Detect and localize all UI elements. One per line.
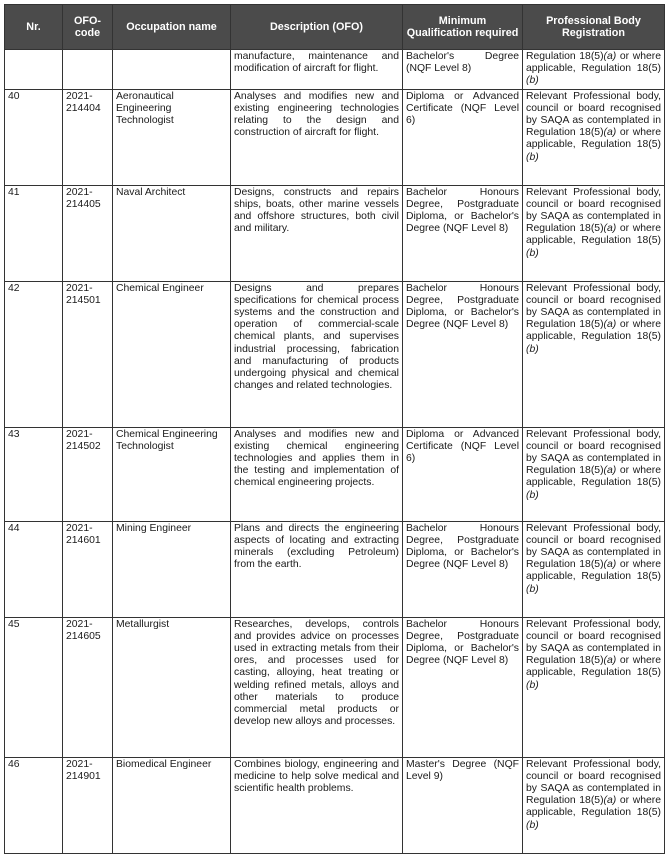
registration-text-mid: or where applicable, Regulation 18(5) [526, 559, 661, 583]
table-row [5, 185, 665, 281]
cell-ofo-code: 2021-214605 [63, 617, 113, 757]
cell-description: Researches, develops, controls and provides advice on processes used in extracting metals from their ores, and processes used for casting, alloying, heat treating or welding refined metals, alloys and other materials to produce commercial metal products or develop new alloys and processes. [231, 617, 403, 757]
cell-registration [523, 50, 665, 90]
registration-sub-b: (b) [526, 583, 539, 595]
registration-sub-b: (b) [526, 247, 539, 259]
registration-sub-a: (a) [603, 319, 617, 331]
registration-text: Relevant Professional body, council or board recognised by SAQA as contemplated in Regulation 18(5) [526, 522, 661, 571]
registration-text: Relevant Professional body, council or board recognised by SAQA as contemplated in Regulation 18(5) [526, 186, 661, 235]
cell-occupation-name [113, 50, 231, 90]
cell-registration [523, 185, 665, 281]
registration-text: Relevant Professional body, council or board recognised by SAQA as contemplated in Regulation 18(5) [526, 282, 661, 331]
occupations-table [4, 4, 665, 854]
cell-nr: 45 [5, 617, 63, 757]
cell-description: Combines biology, engineering and medicine to help solve medical and scientific health problems. [231, 757, 403, 853]
cell-occupation-name: Mining Engineer [113, 521, 231, 617]
table-row-continuation [5, 50, 665, 90]
header-minimum-qualification: Minimum Qualification required [403, 5, 523, 50]
cell-nr [5, 50, 63, 90]
registration-text: Regulation 18(5) [526, 51, 604, 62]
cell-nr: 46 [5, 757, 63, 853]
header-occupation-name: Occupation name [113, 5, 231, 50]
registration-text-mid: or where applicable, Regulation 18(5) [526, 51, 661, 75]
cell-description: Plans and directs the engineering aspects of locating and extracting minerals (excluding Petroleum) from the earth. [231, 521, 403, 617]
registration-text-mid: or where applicable, Regulation 18(5) [526, 223, 661, 247]
cell-nr: 44 [5, 521, 63, 617]
registration-sub-a: (a) [603, 795, 617, 807]
cell-nr: 40 [5, 89, 63, 185]
cell-qualification: Bachelor Honours Degree, Postgraduate Diploma, or Bachelor's Degree (NQF Level 8) [403, 185, 523, 281]
table-row [5, 617, 665, 757]
registration-sub-a: (a) [603, 465, 617, 477]
registration-text-mid: or where applicable, Regulation 18(5) [526, 655, 661, 679]
table-row [5, 281, 665, 427]
cell-qualification: Diploma or Advanced Certificate (NQF Level 6) [403, 89, 523, 185]
registration-text-mid: or where applicable, Regulation 18(5) [526, 127, 661, 151]
header-ofo-code: OFO-code [63, 5, 113, 50]
cell-occupation-name: Aeronautical Engineering Technologist [113, 89, 231, 185]
registration-sub-a: (a) [603, 223, 617, 235]
table-row [5, 757, 665, 853]
cell-registration [523, 89, 665, 185]
registration-text-mid: or where applicable, Regulation 18(5) [526, 795, 661, 819]
cell-nr: 41 [5, 185, 63, 281]
table-row [5, 89, 665, 185]
registration-text-mid: or where applicable, Regulation 18(5) [526, 465, 661, 489]
cell-registration [523, 281, 665, 427]
cell-description: Analyses and modifies new and existing chemical engineering technologies and applies them in the testing and implementation of chemical engineering projects. [231, 427, 403, 521]
cell-description: Designs and prepares specifications for chemical process systems and the construction and operation of commercial-scale chemical plants, and supervises industrial processing, fabrication and manufacturing of products undergoing physical and chemical changes and related technologies. [231, 281, 403, 427]
cell-nr: 43 [5, 427, 63, 521]
cell-qualification: Bachelor Honours Degree, Postgraduate Diploma, or Bachelor's Degree (NQF Level 8) [403, 281, 523, 427]
registration-sub-b: (b) [526, 679, 539, 691]
registration-text: Relevant Professional body, council or board recognised by SAQA as contemplated in Regulation 18(5) [526, 428, 661, 477]
cell-registration [523, 521, 665, 617]
cell-occupation-name: Chemical Engineering Technologist [113, 427, 231, 521]
registration-text: Relevant Professional body, council or board recognised by SAQA as contemplated in Regulation 18(5) [526, 618, 661, 667]
registration-text: Relevant Professional body, council or board recognised by SAQA as contemplated in Regulation 18(5) [526, 90, 661, 139]
cell-qualification: Bachelor's Degree (NQF Level 8) [403, 50, 523, 90]
table-row [5, 521, 665, 617]
cell-description: Designs, constructs and repairs ships, boats, other marine vessels and offshore structures, both civil and military. [231, 185, 403, 281]
registration-text-mid: or where applicable, Regulation 18(5) [526, 319, 661, 343]
registration-sub-b: (b) [526, 343, 539, 355]
cell-ofo-code: 2021-214901 [63, 757, 113, 853]
cell-ofo-code: 2021-214404 [63, 89, 113, 185]
registration-sub-b: (b) [526, 819, 539, 831]
cell-registration [523, 757, 665, 853]
cell-ofo-code: 2021-214501 [63, 281, 113, 427]
cell-qualification: Bachelor Honours Degree, Postgraduate Diploma, or Bachelor's Degree (NQF Level 8) [403, 521, 523, 617]
header-professional-body-registration: Professional Body Registration [523, 5, 665, 50]
cell-registration [523, 617, 665, 757]
registration-sub-a: (a) [603, 127, 617, 139]
cell-occupation-name: Biomedical Engineer [113, 757, 231, 853]
table-header-row [5, 5, 665, 50]
registration-sub-a: (a) [603, 655, 617, 667]
header-description: Description (OFO) [231, 5, 403, 50]
table-row [5, 427, 665, 521]
cell-description: Analyses and modifies new and existing engineering technologies relating to the design and construction of aircraft for flight. [231, 89, 403, 185]
cell-ofo-code: 2021-214502 [63, 427, 113, 521]
registration-sub-b: (b) [526, 75, 539, 87]
registration-sub-a: (a) [603, 559, 617, 571]
cell-nr: 42 [5, 281, 63, 427]
registration-text: Relevant Professional body, council or board recognised by SAQA as contemplated in Regulation 18(5) [526, 758, 661, 807]
cell-occupation-name: Naval Architect [113, 185, 231, 281]
registration-sub-b: (b) [526, 489, 539, 501]
cell-ofo-code [63, 50, 113, 90]
cell-ofo-code: 2021-214405 [63, 185, 113, 281]
cell-occupation-name: Chemical Engineer [113, 281, 231, 427]
cell-qualification: Diploma or Advanced Certificate (NQF Level 6) [403, 427, 523, 521]
registration-sub-a: (a) [603, 51, 617, 62]
header-nr: Nr. [5, 5, 63, 50]
cell-qualification: Master's Degree (NQF Level 9) [403, 757, 523, 853]
registration-sub-b: (b) [526, 151, 539, 163]
cell-qualification: Bachelor Honours Degree, Postgraduate Diploma, or Bachelor's Degree (NQF Level 8) [403, 617, 523, 757]
cell-occupation-name: Metallurgist [113, 617, 231, 757]
cell-description: manufacture, maintenance and modification of aircraft for flight. [231, 50, 403, 90]
cell-registration [523, 427, 665, 521]
cell-ofo-code: 2021-214601 [63, 521, 113, 617]
